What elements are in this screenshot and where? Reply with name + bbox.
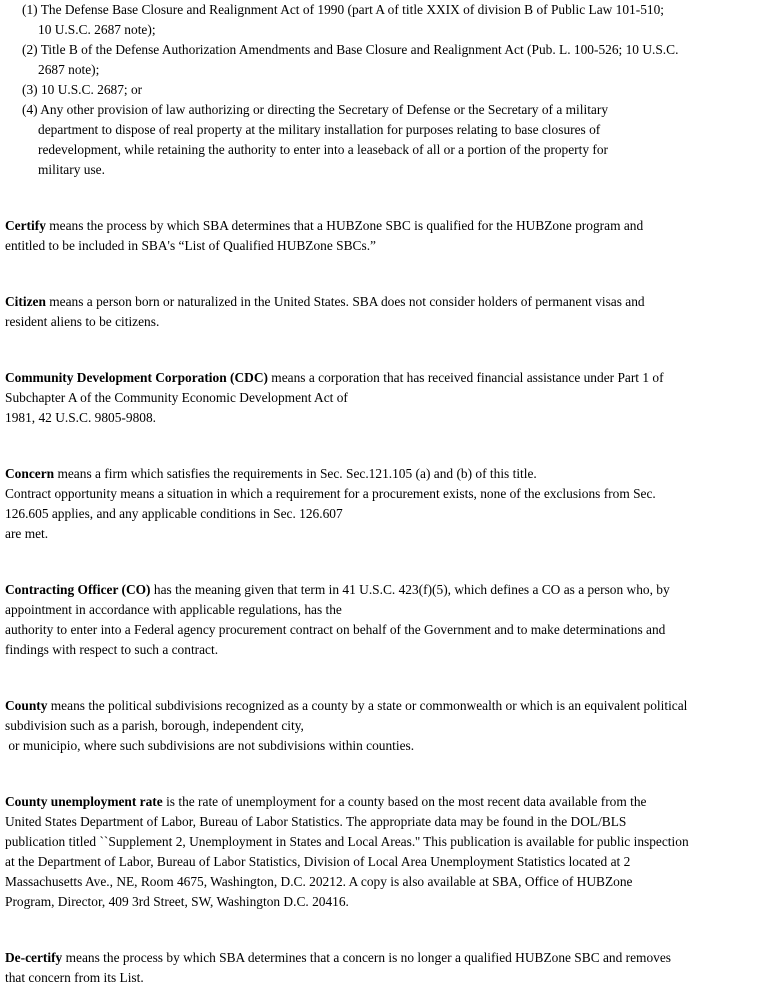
definition-cdc-line-1 bbox=[5, 368, 664, 388]
definition-text: means the process by which SBA determines that a HUBZone SBC is qualified for the HUBZone program and bbox=[45, 218, 644, 233]
definition-co-line-1 bbox=[5, 580, 670, 600]
definition-certify-line-2: entitled to be included in SBA's “List of Qualified HUBZone SBCs.” bbox=[5, 238, 376, 253]
list-item-4-line-1: (4) Any other provision of law authorizing or directing the Secretary of Defense or the Secretary of a military bbox=[22, 102, 609, 117]
term-citizen: Citizen bbox=[5, 294, 46, 309]
definition-co-line-3: authority to enter into a Federal agency procurement contract on behalf of the Government and to make determinations and bbox=[5, 622, 666, 637]
definition-certify-line-1 bbox=[5, 216, 643, 236]
definition-decertify-line-2: that concern from its List. bbox=[5, 970, 144, 985]
definition-co-line-4: findings with respect to such a contract. bbox=[5, 642, 219, 657]
definition-concern-line-1 bbox=[5, 464, 537, 484]
definition-county-line-2: subdivision such as a parish, borough, independent city, bbox=[5, 718, 304, 733]
definition-county-unemployment-line-6: Program, Director, 409 3rd Street, SW, Washington D.C. 20416. bbox=[5, 894, 349, 909]
definition-cdc-line-3: 1981, 42 U.S.C. 9805-9808. bbox=[5, 410, 157, 425]
term-cdc: Community Development Corporation (CDC) bbox=[5, 370, 268, 385]
definition-concern-line-2: Contract opportunity means a situation in which a requirement for a procurement exists, none of the exclusions from Sec. bbox=[5, 486, 656, 501]
definition-text: has the meaning given that term in 41 U.S.C. 423(f)(5), which defines a CO as a person who, by bbox=[150, 582, 670, 597]
definition-county-unemployment-line-3: publication titled ``Supplement 2, Unemployment in States and Local Areas.'' This publication is available for public inspection bbox=[5, 834, 689, 849]
list-item-2-line-2: 2687 note); bbox=[38, 62, 100, 77]
list-item-4-line-3: redevelopment, while retaining the authority to enter into a leaseback of all or a portion of the property for bbox=[38, 142, 609, 157]
definition-county-unemployment-line-2: United States Department of Labor, Bureau of Labor Statistics. The appropriate data may be found in the DOL/BLS bbox=[5, 814, 627, 829]
definition-text: means a firm which satisfies the requirements in Sec. Sec.121.105 (a) and (b) of this title. bbox=[54, 466, 537, 481]
definition-co-line-2: appointment in accordance with applicable regulations, has the bbox=[5, 602, 342, 617]
term-decertify: De-certify bbox=[5, 950, 63, 965]
definition-citizen-line-1 bbox=[5, 292, 645, 312]
definition-text: means a corporation that has received financial assistance under Part 1 of bbox=[267, 370, 664, 385]
list-item-1-line-1: (1) The Defense Base Closure and Realignment Act of 1990 (part A of title XXIX of division B of Public Law 101-510; bbox=[22, 2, 665, 17]
definition-county-line-1 bbox=[5, 696, 687, 716]
term-county: County bbox=[5, 698, 48, 713]
definition-decertify-line-1 bbox=[5, 948, 671, 968]
definition-county-unemployment-line-4: at the Department of Labor, Bureau of Labor Statistics, Division of Local Area Unemployment Statistics located at 2 bbox=[5, 854, 631, 869]
definition-concern-line-4: are met. bbox=[5, 526, 49, 541]
list-item-1-line-2: 10 U.S.C. 2687 note); bbox=[38, 22, 156, 37]
term-co: Contracting Officer (CO) bbox=[5, 582, 151, 597]
term-county-unemployment-rate: County unemployment rate bbox=[5, 794, 163, 809]
definition-county-unemployment-line-1 bbox=[5, 792, 646, 812]
definition-county-line-3: or municipio, where such subdivisions are not subdivisions within counties. bbox=[5, 738, 415, 753]
definition-cdc-line-2: Subchapter A of the Community Economic Development Act of bbox=[5, 390, 348, 405]
term-concern: Concern bbox=[5, 466, 55, 481]
definition-text: is the rate of unemployment for a county based on the most recent data available from the bbox=[162, 794, 647, 809]
list-item-2-line-1: (2) Title B of the Defense Authorization Amendments and Base Closure and Realignment Act (Pub. L. 100-526; 10 U.S.C. bbox=[22, 42, 679, 57]
definition-county-unemployment-line-5: Massachusetts Ave., NE, Room 4675, Washington, D.C. 20212. A copy is also available at SBA, Office of HUBZone bbox=[5, 874, 633, 889]
term-certify: Certify bbox=[5, 218, 46, 233]
definition-concern-line-3: 126.605 applies, and any applicable conditions in Sec. 126.607 bbox=[5, 506, 343, 521]
list-item-3-line-1: (3) 10 U.S.C. 2687; or bbox=[22, 82, 143, 97]
list-item-4-line-4: military use. bbox=[38, 162, 105, 177]
definition-text: means the process by which SBA determines that a concern is no longer a qualified HUBZone SBC and removes bbox=[62, 950, 672, 965]
definition-text: means a person born or naturalized in the United States. SBA does not consider holders of permanent visas and bbox=[45, 294, 645, 309]
list-item-4-line-2: department to dispose of real property at the military installation for purposes relating to base closures of bbox=[38, 122, 601, 137]
definition-text: means the political subdivisions recognized as a county by a state or commonwealth or which is an equivalent political bbox=[47, 698, 688, 713]
definition-citizen-line-2: resident aliens to be citizens. bbox=[5, 314, 160, 329]
